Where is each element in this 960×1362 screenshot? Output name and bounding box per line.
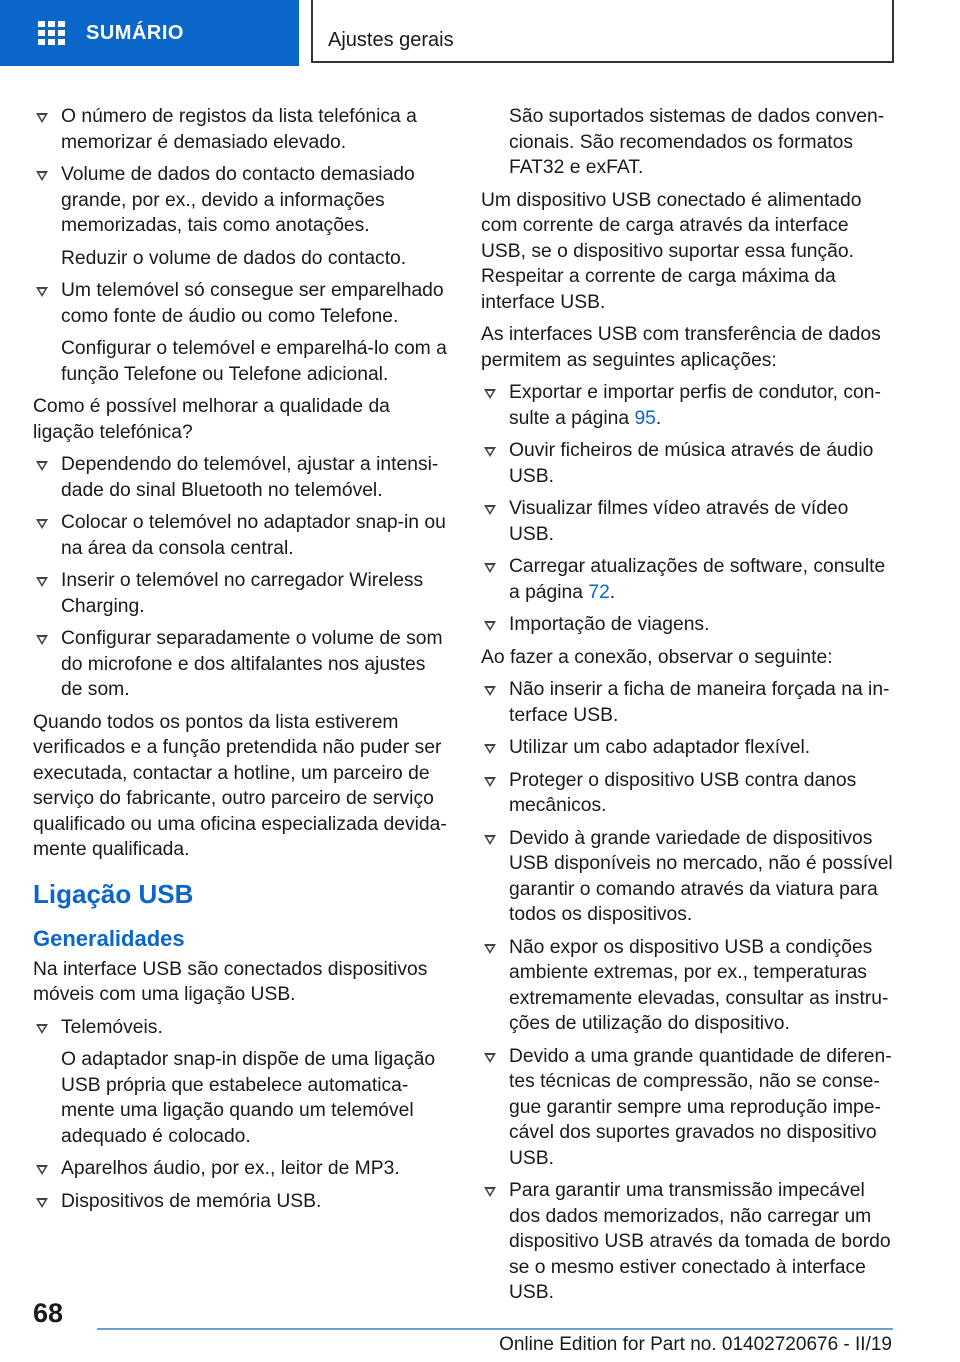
list-item-text: Dependendo do telemóvel, ajustar a intensidade do sinal Bluetooth no telemóvel. xyxy=(61,454,439,501)
list-item-text: Proteger o dispositivo USB contra danos mecânicos. xyxy=(509,769,857,816)
bullet-triangle-icon xyxy=(484,563,496,573)
list-item-text: Um telemóvel só consegue ser emparelhado como fonte de áudio ou como Telefone. xyxy=(61,280,444,327)
list-item-text: Visualizar filmes vídeo através de vídeo USB. xyxy=(509,498,849,545)
list-item xyxy=(481,496,893,547)
bullet-triangle-icon xyxy=(484,944,496,954)
right-column xyxy=(481,104,893,1313)
list-item: Carregar atualizações de software, consulte a página 72. xyxy=(481,554,893,605)
list-item xyxy=(481,935,893,1037)
list-item xyxy=(481,1044,893,1172)
list-item xyxy=(481,826,893,928)
list-item xyxy=(33,626,449,703)
bullet-triangle-icon xyxy=(484,686,496,696)
bullet-triangle-icon xyxy=(36,113,48,123)
applications-paragraph: As interfaces USB com transferência de dados permitem as seguintes aplicações: xyxy=(481,324,881,371)
section-heading: Ligação USB xyxy=(33,878,194,909)
list-item xyxy=(481,612,893,638)
bullet-triangle-icon xyxy=(36,1024,48,1034)
list-item xyxy=(33,1015,449,1041)
list-item-text: Dispositivos de memória USB. xyxy=(61,1190,322,1212)
list-item xyxy=(481,735,893,761)
bullet-triangle-icon xyxy=(484,447,496,457)
bullet-triangle-icon xyxy=(484,1053,496,1063)
section-title: Ajustes gerais xyxy=(328,29,454,51)
list-item-note: O adaptador snap-in dispõe de uma ligação USB própria que estabelece automaticamente uma ligação quando um telemóvel adequado é colocado. xyxy=(61,1049,436,1147)
connection-paragraph: Ao fazer a conexão, observar o seguinte: xyxy=(481,646,833,668)
page-link-95[interactable]: 95 xyxy=(634,407,656,429)
bullet-triangle-icon xyxy=(484,389,496,399)
subsection-heading: Generalidades xyxy=(33,925,185,951)
bullet-triangle-icon xyxy=(36,1198,48,1208)
list-item-note: São suportados sistemas de dados convencionais. São recomendados os formatos FAT32 e exFAT. xyxy=(509,106,885,178)
bullet-triangle-icon xyxy=(484,1187,496,1197)
list-item-text: Configurar separadamente o volume de som do microfone e dos altifalantes nos ajustes de som. xyxy=(61,628,443,700)
list-item-text: Exportar e importar perfis de condutor, consulte a página xyxy=(509,382,881,429)
bullet-triangle-icon xyxy=(484,505,496,515)
summary-label: SUMÁRIO xyxy=(86,21,184,44)
list-item xyxy=(33,1156,449,1182)
list-item-text: Não inserir a ficha de maneira forçada na interface USB. xyxy=(509,679,890,726)
bullet-triangle-icon xyxy=(36,461,48,471)
bullet-triangle-icon xyxy=(36,635,48,645)
list-item-text: Utilizar um cabo adaptador flexível. xyxy=(509,737,811,758)
list-item xyxy=(33,104,449,155)
page-link-72[interactable]: 72 xyxy=(588,581,610,603)
page-number: 68 xyxy=(33,1298,64,1328)
list-item xyxy=(33,452,449,503)
bullet-triangle-icon xyxy=(36,577,48,587)
bullet-triangle-icon xyxy=(484,744,496,754)
list-item xyxy=(481,1178,893,1306)
section-tab[interactable] xyxy=(311,0,894,63)
list-item: Exportar e importar perfis de condutor, consulte a página 95. xyxy=(481,380,893,431)
list-item-text: Carregar atualizações de software, consulte a página xyxy=(509,556,886,603)
list-item xyxy=(33,1189,449,1215)
bullet-triangle-icon xyxy=(36,519,48,529)
list-item xyxy=(481,677,893,728)
intro-paragraph: Na interface USB são conectados dispositivos móveis com uma ligação USB. xyxy=(33,958,428,1005)
list-item-text: Colocar o telemóvel no adaptador snap-in ou na área da consola central. xyxy=(61,512,446,559)
list-item xyxy=(33,568,449,619)
bullet-triangle-icon xyxy=(484,777,496,787)
bullet-triangle-icon xyxy=(36,287,48,297)
list-item-text: Não expor os dispositivo USB a condições ambiente extremas, por ex., temperaturas extremamente elevadas, consultar as instruções de utilização do dispositivo. xyxy=(509,936,889,1034)
list-item xyxy=(33,510,449,561)
grid-menu-icon xyxy=(38,21,66,45)
top-navigation-bar xyxy=(0,0,960,66)
list-item xyxy=(481,768,893,819)
bullet-triangle-icon xyxy=(484,835,496,845)
list-item xyxy=(33,162,449,239)
list-item xyxy=(481,438,893,489)
list-item-text: Ouvir ficheiros de música através de áudio USB. xyxy=(509,440,874,487)
bullet-triangle-icon xyxy=(36,171,48,181)
list-item-text: Devido à grande variedade de dispositivos USB disponíveis no mercado, não é possível garantir o comando através da viatura para todos os dispositivos. xyxy=(509,827,893,925)
power-paragraph: Um dispositivo USB conectado é alimentado com corrente de carga através da interface USB, se o dispositivo suportar essa função. Respeitar a corrente de carga máxima da interface USB. xyxy=(481,189,862,313)
list-item-text: Importação de viagens. xyxy=(509,614,710,635)
list-item-text: O número de registos da lista telefónica a memorizar é demasiado elevado. xyxy=(61,106,417,153)
list-item-note: Configurar o telemóvel e emparelhá-lo com a função Telefone ou Telefone adicional. xyxy=(61,338,447,385)
bullet-triangle-icon xyxy=(484,621,496,631)
summary-button[interactable] xyxy=(0,0,299,66)
footer-divider xyxy=(97,1328,893,1330)
footer-edition: Online Edition for Part no. 01402720676 - II/19 xyxy=(499,1334,892,1355)
list-item-text: Aparelhos áudio, por ex., leitor de MP3. xyxy=(61,1158,400,1179)
bullet-triangle-icon xyxy=(36,1165,48,1175)
left-column xyxy=(33,104,449,1221)
list-item-text: Devido a uma grande quantidade de diferentes técnicas de compressão, não se consegue garantir sempre uma reprodução impecável dos suportes gravados no dispositivo USB. xyxy=(509,1045,892,1169)
list-item-note: Reduzir o volume de dados do contacto. xyxy=(61,247,407,269)
list-item-text: Inserir o telemóvel no carregador Wireless Charging. xyxy=(61,570,424,617)
list-item xyxy=(33,278,449,329)
list-item-text: Volume de dados do contacto demasiado grande, por ex., devido a informações memorizadas, tais como anotações. xyxy=(61,164,415,236)
hotline-paragraph: Quando todos os pontos da lista estiverem verificados e a função pretendida não puder ser executada, contactar a hotline, um parceiro de serviço do fabricante, outro parceiro de serviço qualificado ou uma oficina especializada devidamente qualificada. xyxy=(33,711,447,860)
list-item-text: Telemóveis. xyxy=(61,1016,163,1038)
list-item-text: Para garantir uma transmissão impecável dos dados memorizados, não carregar um dispositivo USB através da tomada de bordo se o mesmo estiver conectado à interface USB. xyxy=(509,1180,891,1303)
question-paragraph: Como é possível melhorar a qualidade da ligação telefónica? xyxy=(33,396,390,443)
